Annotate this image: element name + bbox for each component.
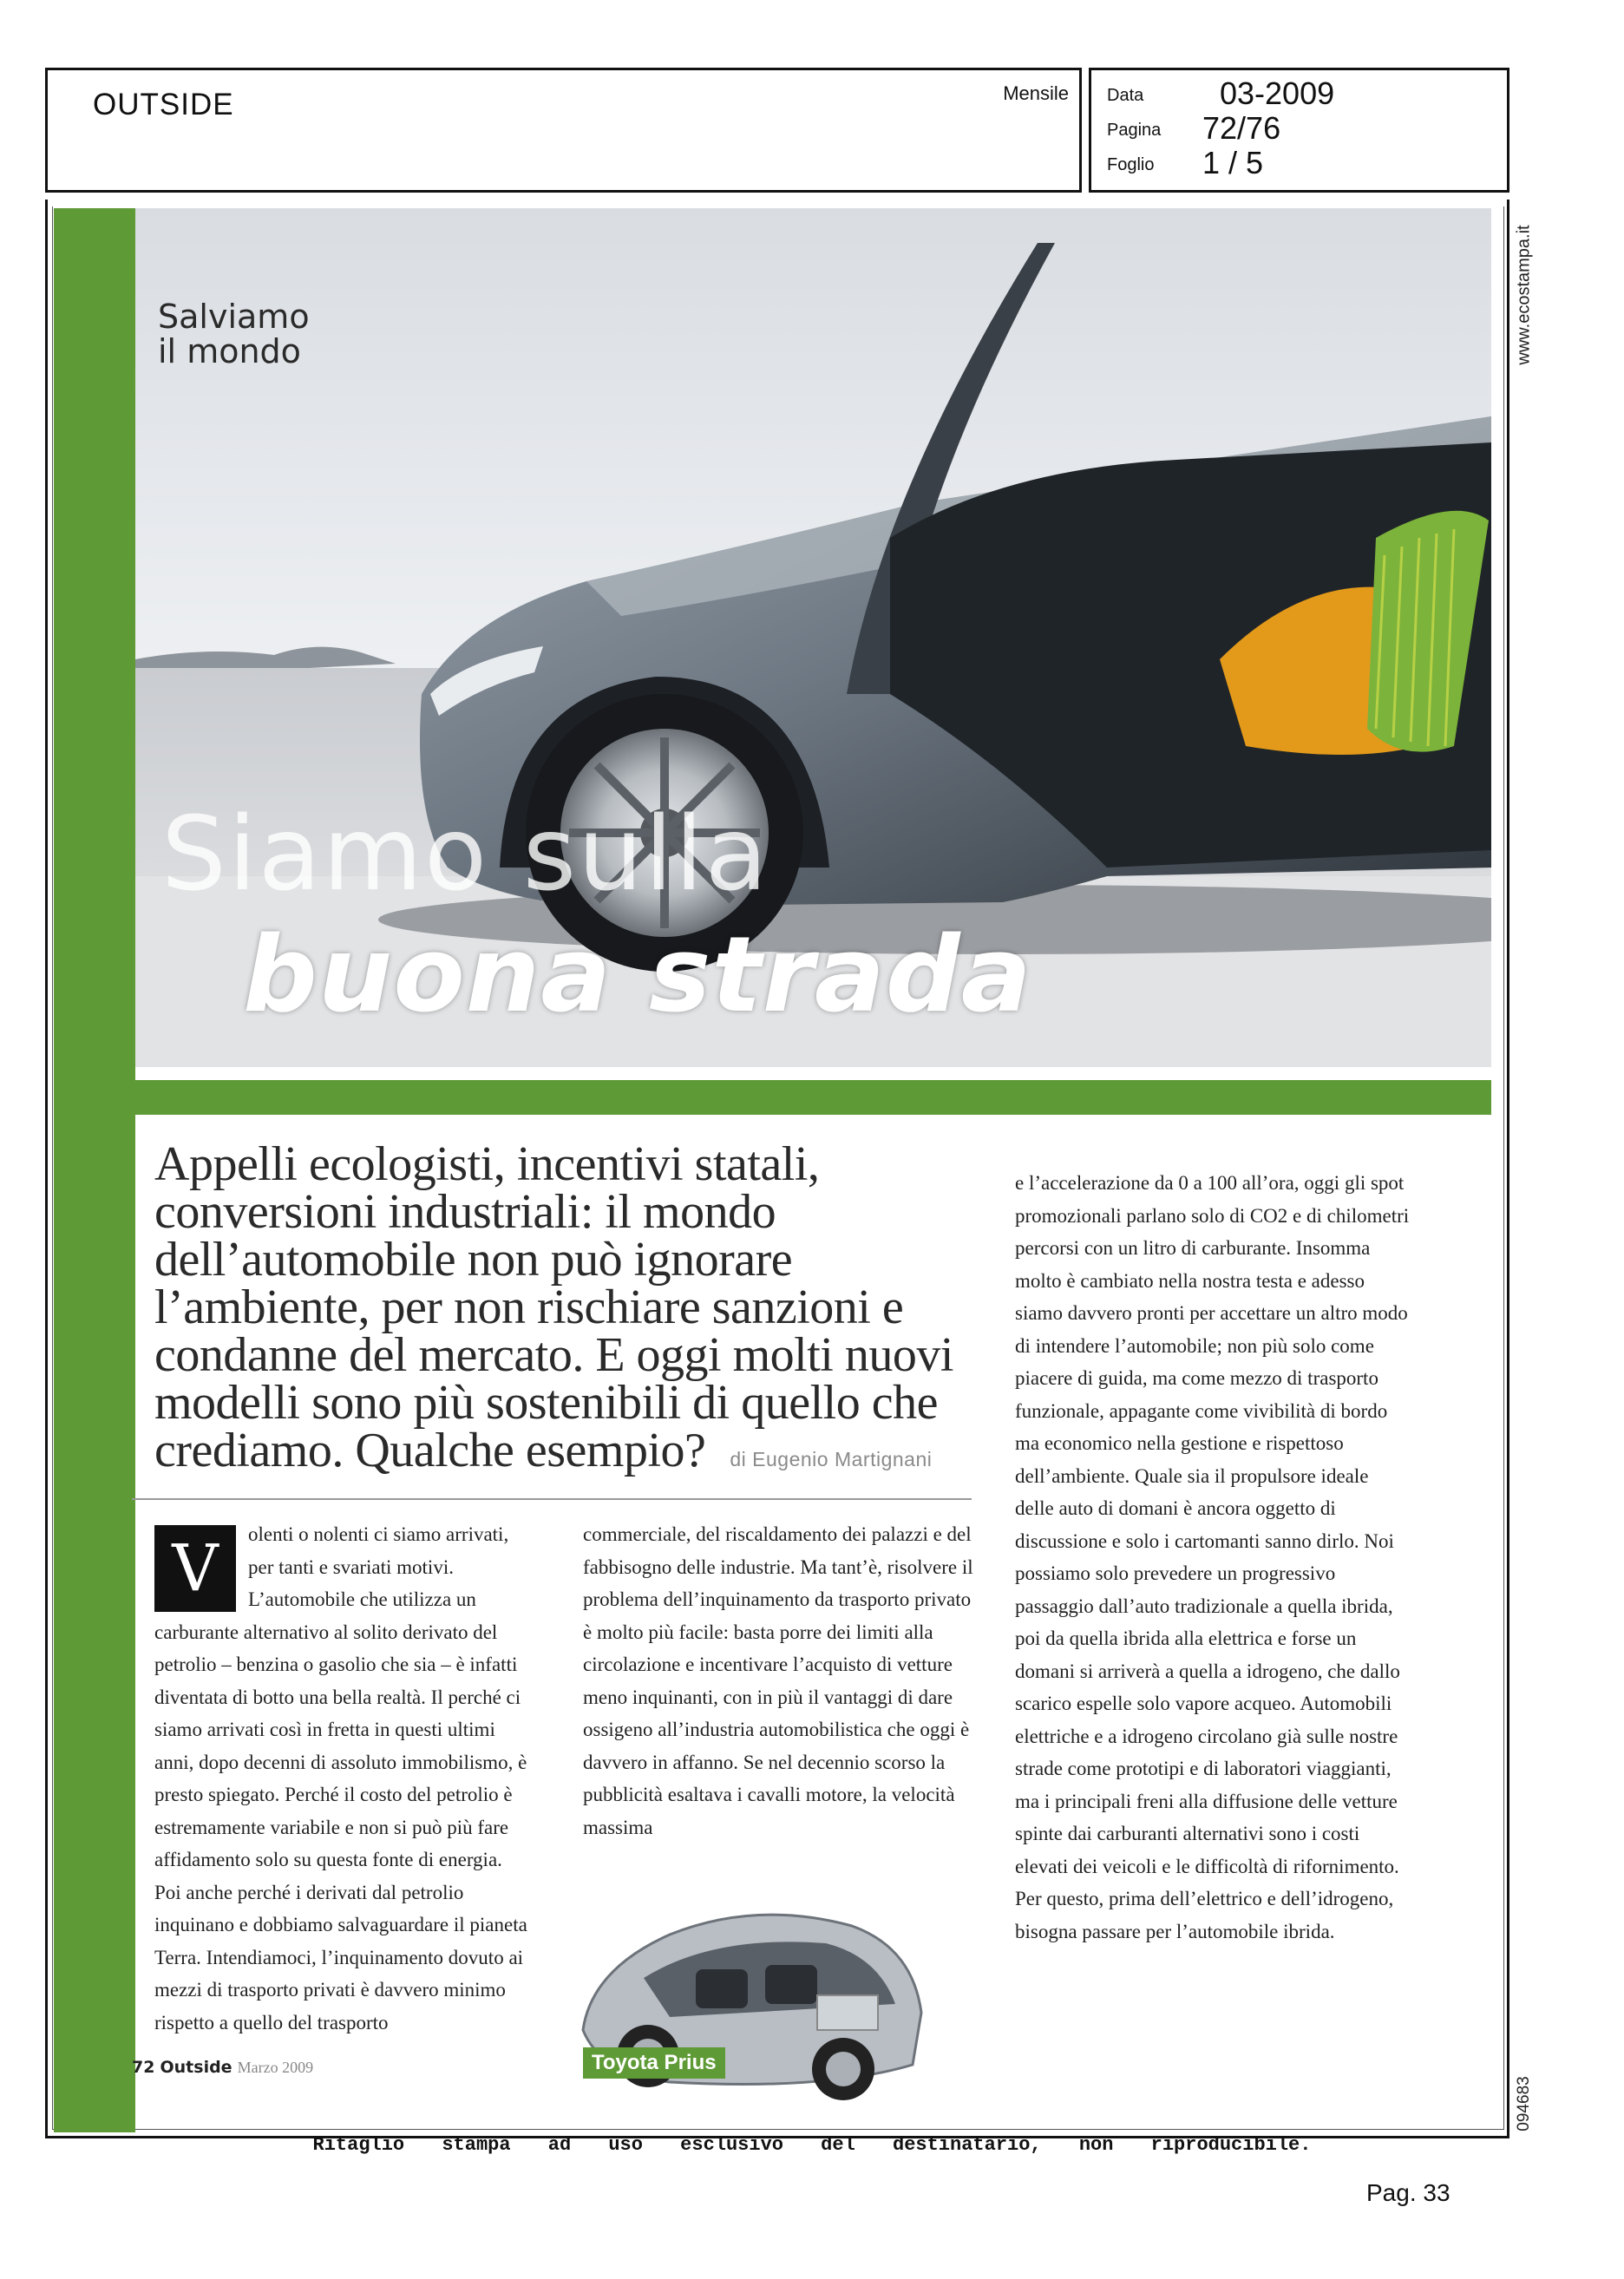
byline: di Eugenio Martignani [730, 1448, 933, 1470]
folio-page: 72 [132, 2058, 155, 2077]
side-url: www.ecostampa.it [1514, 225, 1534, 365]
article-title-line-2: buona strada [243, 915, 1032, 1036]
folio-magazine: Outside [160, 2058, 232, 2077]
standfirst [154, 1137, 987, 1483]
green-rule [135, 1080, 1491, 1115]
body-column-2: commerciale, del riscaldamento dei palazzi e del fabbisogno delle industrie. Ma tant’è, risolvere il problema dell’inquinamento da trasporto privato è molto più facile: basta porre dei limiti alla circolazione e incentivare l’acquisto di vetture meno inquinanti, con in più il vantaggi di dare ossigeno all’industria automobilistica che oggi è davvero in affanno. Se nel decennio scorso la pubblicità esaltava i cavalli motore, la velocità massima [583, 1523, 973, 1838]
page-label: Pagina [1107, 121, 1162, 140]
body-column-3: e l’accelerazione da 0 a 100 all’ora, oggi gli spot promozionali parlano solo di CO2 e di chilometri percorsi con un litro di carburante. Insomma molto è cambiato nella nostra testa e adesso siamo davvero pronti per accettare un altro modo di intendere l’automobile; non più solo come piacere di guida, ma come mezzo di trasporto funzionale, appagante come vivibilità di bordo ma economico nella gestione e rispettoso dell’ambiente. Quale sia il propulsore ideale delle auto di domani è ancora oggetto di discussione e solo i cartomanti sanno dirlo. Noi possiamo solo prevedere un progressivo passaggio dall’auto tradizionale a quella ibrida, poi da quella ibrida alla elettrica e forse un domani si arriverà a quella a idrogeno, che dallo scarico espelle solo vapore acqueo. Automobili elettriche e a idrogeno circolano già sulle nostre strade come prototipi e di laboratori viaggianti, ma i principali freni alla diffusione delle vetture spinte dai carburanti alternativi sono i costi elevati dei veicoli e le difficoltà di rifornimento. Per questo, prima dell’elettrico e dell’idrogeno, bisogna passare per l’automobile ibrida. [1015, 1172, 1410, 1942]
drop-cap: V [154, 1525, 236, 1612]
prius-cutaway-illustration [566, 1865, 930, 2125]
clipping-header-left [45, 68, 1082, 193]
body-column-1 [154, 1518, 529, 2039]
column-1-text: olenti o nolenti ci siamo arrivati, per tanti e svariati motivi. L’automobile che utilizza un carburante alternativo al solito derivato del petrolio – benzina o gasolio che sia – è infatti diventata di botto una bella realtà. Il perché ci siamo arrivati così in fretta in questi ultimi anni, dopo decenni di assoluto immobilismo, è presto spiegato. Perché il costo del petrolio è estremamente variabile e non si può più fare affidamento solo su questa fonte di energia. Poi anche perché i derivati dal petrolio inquinano e dobbiamo salvaguardare il pianeta Terra. Intendiamoci, l’inquinamento dovuto ai mezzi di trasporto privati è davvero minimo rispetto a quello del trasporto [154, 1523, 527, 2033]
page-value: 72/76 [1202, 110, 1281, 146]
folio-month: Marzo 2009 [237, 2059, 314, 2076]
page-number: Pag. 33 [1366, 2179, 1450, 2206]
divider [132, 1498, 972, 1500]
publication-name: OUTSIDE [93, 88, 234, 121]
clipping-header-right [1089, 68, 1509, 193]
section-kicker: Salviamo il mondo [158, 298, 310, 370]
sheet-value: 1 / 5 [1202, 145, 1264, 180]
green-side-bar [54, 208, 135, 2132]
date-label: Data [1107, 86, 1144, 105]
sheet-label: Foglio [1107, 155, 1155, 174]
publication-frequency: Mensile [1003, 82, 1069, 104]
standfirst-text: Appelli ecologisti, incentivi statali, conversioni industriali: il mondo dell’automobile non può ignorare l’ambiente, per non rischiare sanzioni e condanne del mercato. E oggi molti nuovi modelli sono più sostenibili di quello che crediamo. Qualche esempio? [154, 1137, 953, 1477]
reproduction-notice: Ritaglio stampa ad uso esclusivo del destinatario, non riproducibile. [312, 2134, 1312, 2156]
side-code: 094683 [1515, 2076, 1533, 2132]
date-value: 03-2009 [1220, 75, 1335, 111]
folio [132, 2058, 313, 2077]
image-caption: Toyota Prius [583, 2047, 725, 2079]
article-title-line-1: Siamo sulla [161, 794, 769, 914]
